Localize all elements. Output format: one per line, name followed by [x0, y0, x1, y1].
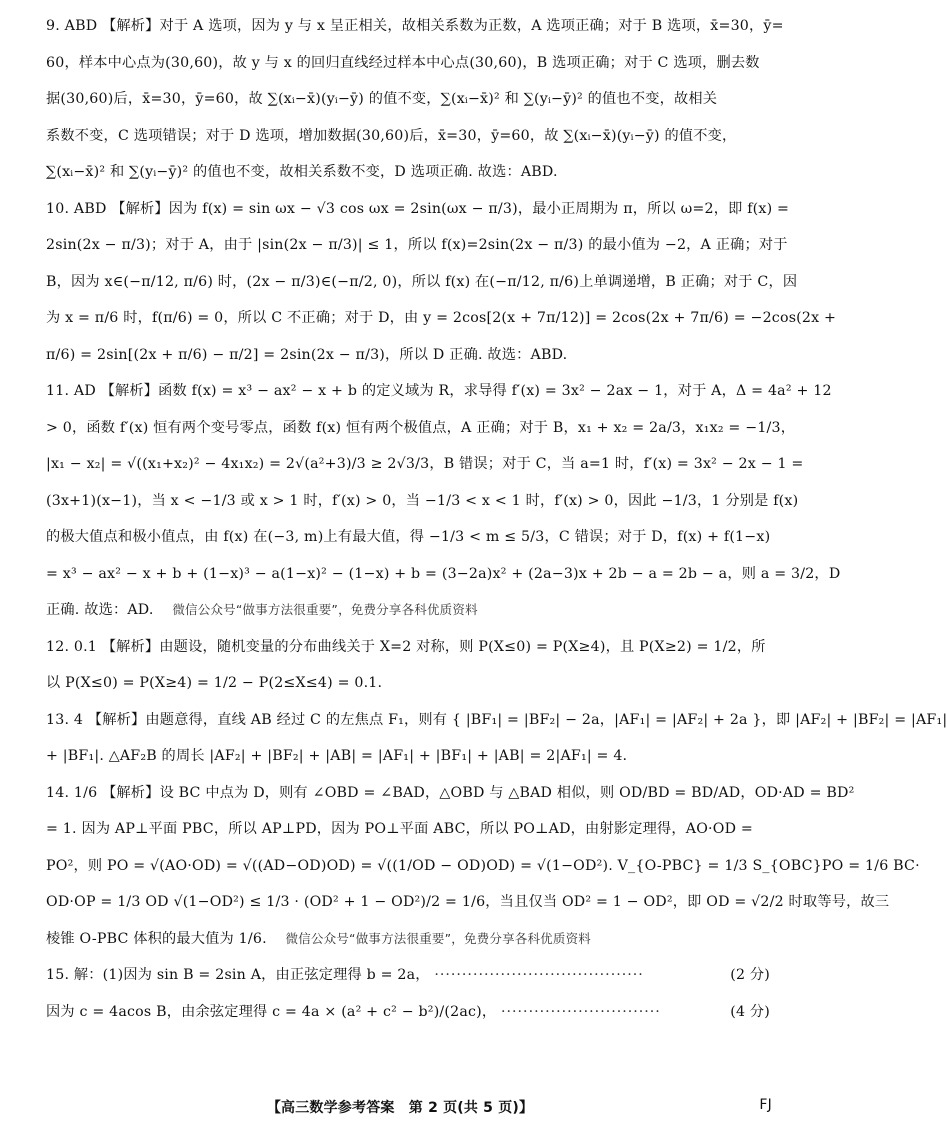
footer-code: FJ — [759, 1097, 772, 1113]
text-line — [46, 994, 770, 1031]
text-line: (3x+1)(x−1)，当 x < −1/3 或 x > 1 时，f′(x) > 0，当 −1/3 < x < 1 时，f′(x) > 0，因此 −1/3，1 分别是 f(x) — [46, 492, 799, 509]
problem-13 — [46, 702, 947, 775]
text-line — [46, 921, 770, 958]
text-line: 系数不变，C 选项错误；对于 D 选项，增加数据(30,60)后，x̄=30，ȳ=60，故 ∑(xᵢ−x̄)(yᵢ−ȳ) 的值不变， — [46, 127, 737, 144]
problem-10 — [46, 191, 837, 374]
text-line: = 1. 因为 AP⊥平面 PBC，所以 AP⊥PD，因为 PO⊥平面 ABC，所以 PO⊥AD，由射影定理得，AO·OD = — [46, 821, 753, 837]
text-line: PO²，则 PO = √(AO·OD) = √((AD−OD)OD) = √((1/OD − OD)OD) = √(1−OD²). V_{O-PBC} = 1/3 S_{OBC}PO = 1/6 BC· — [46, 857, 920, 874]
problem-12 — [46, 629, 770, 702]
text-line: 据(30,60)后，x̄=30，ȳ=60，故 ∑(xᵢ−x̄)(yᵢ−ȳ) 的值不变，∑(xᵢ−x̄)² 和 ∑(yᵢ−ȳ)² 的值也不变，故相关 — [46, 91, 718, 107]
text-line: 12. 0.1 【解析】由题设，随机变量的分布曲线关于 X=2 对称，则 P(X≤0) = P(X≥4)，且 P(X≥2) = 1/2，所 — [46, 638, 766, 655]
text-line: 13. 4 【解析】由题意得，直线 AB 经过 C 的左焦点 F₁，则有 { |BF₁| = |BF₂| − 2a，|AF₁| = |AF₂| + 2a }，即 |AF₂| + |BF₂| = |AF₁| — [46, 711, 947, 728]
footer-title: 【高三数学参考答案 第 2 页(共 5 页)】 — [266, 1100, 534, 1116]
leader-dots: ······································ — [434, 967, 644, 983]
text-line: 10. ABD 【解析】因为 f(x) = sin ωx − √3 cos ωx = 2sin(ωx − π/3)，最小正周期为 π，所以 ω=2，即 f(x) = — [46, 200, 790, 217]
text-line: > 0，函数 f′(x) 恒有两个变号零点，函数 f(x) 恒有两个极值点，A 正确；对于 B，x₁ + x₂ = 2a/3，x₁x₂ = −1/3， — [46, 419, 796, 436]
problem-11 — [46, 373, 841, 629]
solution-step: 因为 c = 4acos B，由余弦定理得 c = 4a × (a² + c² − b²)/(2ac)， — [46, 1003, 497, 1020]
text-line — [46, 592, 770, 629]
score-label: (4 分) — [730, 1003, 770, 1020]
wechat-note: 微信公众号“做事方法很重要”，免费分享各科优质资料 — [285, 930, 591, 946]
text-line: ∑(xᵢ−x̄)² 和 ∑(yᵢ−ȳ)² 的值也不变，故相关系数不变，D 选项正确. 故选：ABD. — [46, 164, 558, 180]
text-line: 以 P(X≤0) = P(X≥4) = 1/2 − P(2≤X≤4) = 0.1. — [46, 675, 383, 691]
text-line: OD·OP = 1/3 OD √(1−OD²) ≤ 1/3 · (OD² + 1 − OD²)/2 = 1/6，当且仅当 OD² = 1 − OD²，即 OD = √2/2 时取等号，故三 — [46, 894, 890, 910]
text-line: 2sin(2x − π/3)；对于 A，由于 |sin(2x − π/3)| ≤ 1，所以 f(x)=2sin(2x − π/3) 的最小值为 −2，A 正确；对于 — [46, 237, 788, 253]
text-line: 的极大值点和极小值点，由 f(x) 在(−3, m)上有最大值，得 −1/3 < m ≤ 5/3，C 错误；对于 D，f(x) + f(1−x) — [46, 529, 771, 545]
text-line: + |BF₁|. △AF₂B 的周长 |AF₂| + |BF₂| + |AB| = |AF₁| + |BF₁| + |AB| = 2|AF₁| = 4. — [46, 748, 628, 764]
problem-14 — [46, 775, 920, 958]
text-line: 14. 1/6 【解析】设 BC 中点为 D，则有 ∠OBD = ∠BAD，△OBD 与 △BAD 相似，则 OD/BD = BD/AD，OD·AD = BD² — [46, 784, 855, 801]
text-line — [46, 957, 770, 994]
leader-dots: ····························· — [501, 1003, 661, 1020]
conclusion-text: 正确. 故选：AD. — [46, 602, 154, 618]
text-line: = x³ − ax² − x + b + (1−x)³ − a(1−x)² − (1−x) + b = (3−2a)x² + (2a−3)x + 2b − a = 2b − a，则 a = 3/2，D — [46, 565, 841, 582]
problem-9 — [46, 8, 784, 191]
page-footer — [0, 1097, 800, 1123]
text-line: 11. AD 【解析】函数 f(x) = x³ − ax² − x + b 的定义域为 R，求导得 f′(x) = 3x² − 2ax − 1，对于 A，Δ = 4a² + 12 — [46, 383, 832, 399]
solution-step: 15. 解：(1)因为 sin B = 2sin A，由正弦定理得 b = 2a， — [46, 967, 430, 983]
text-line: 为 x = π/6 时，f(π/6) = 0，所以 C 不正确；对于 D，由 y = 2cos[2(x + 7π/12)] = 2cos(2x + 7π/6) = −2cos(2x + — [46, 310, 837, 326]
text-line: π/6) = 2sin[(2x + π/6) − π/2] = 2sin(2x − π/3)，所以 D 正确. 故选：ABD. — [46, 346, 568, 363]
score-label: (2 分) — [730, 967, 770, 983]
text-line: B，因为 x∈(−π/12, π/6) 时，(2x − π/3)∈(−π/2, 0)，所以 f(x) 在(−π/12, π/6)上单调递增，B 正确；对于 C，因 — [46, 273, 798, 290]
wechat-note: 微信公众号“做事方法很重要”，免费分享各科优质资料 — [172, 602, 478, 617]
text-line: |x₁ − x₂| = √((x₁+x₂)² − 4x₁x₂) = 2√(a²+3)/3 ≥ 2√3/3，B 错误；对于 C，当 a=1 时，f′(x) = 3x² − 2x − 1 = — [46, 456, 804, 472]
conclusion-text: 棱锥 O-PBC 体积的最大值为 1/6. — [46, 930, 267, 947]
text-line: 60，样本中心点为(30,60)，故 y 与 x 的回归直线经过样本中心点(30,60)，B 选项正确；对于 C 选项，删去数 — [46, 54, 760, 71]
text-line: 9. ABD 【解析】对于 A 选项，因为 y 与 x 呈正相关，故相关系数为正数，A 选项正确；对于 B 选项，x̄=30，ȳ= — [46, 18, 784, 34]
problem-15 — [46, 957, 770, 1030]
